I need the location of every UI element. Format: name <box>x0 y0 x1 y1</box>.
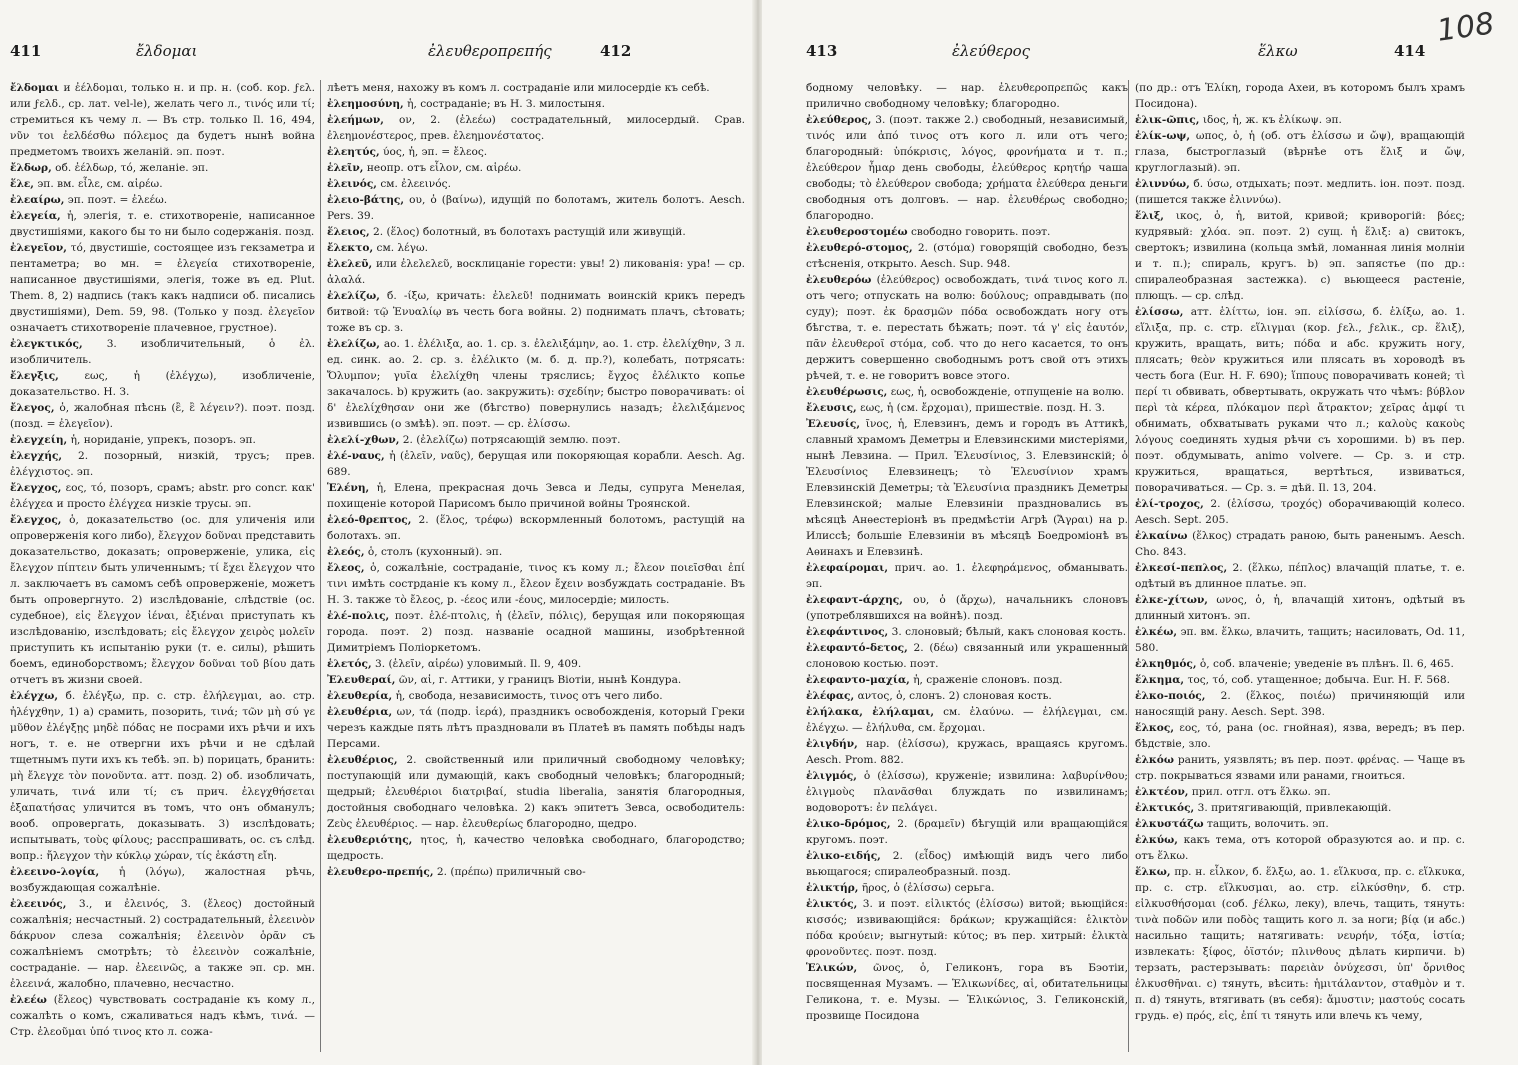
dictionary-entry <box>327 560 745 608</box>
entry-definition: ωπος, ὁ, ἡ (об. отъ ἑλίσσω и ὤψ), вращающій глаза, быстроглазый (вѣрнѣе отъ ἕλιξ и ὤψ, круглоглазый). эп. <box>1135 130 1465 174</box>
entry-headword: ἑλκυστάζω <box>1135 818 1204 830</box>
dictionary-entry <box>1135 528 1465 560</box>
entry-headword: ἑλκο-ποιός, <box>1135 690 1206 702</box>
dictionary-entry <box>1135 80 1465 112</box>
entry-definition: лѣетъ меня, нахожу въ комъ л. состраданіе или милосердіе къ себѣ. <box>327 82 710 94</box>
entry-headword: ἑλικτήρ, <box>806 882 859 894</box>
page-number: 412 <box>600 42 632 60</box>
dictionary-entry <box>806 816 1128 848</box>
entry-definition: 2. (ἑλίσσω, τροχός) оборачивающій колесо. Aesch. Sept. 205. <box>1135 498 1465 526</box>
entry-definition: εως, ἡ, освобожденіе, отпущеніе на волю. <box>890 386 1125 398</box>
entry-headword: ἐλελίζω, <box>327 290 380 302</box>
dictionary-entry <box>1135 832 1465 864</box>
dictionary-entry <box>806 560 1128 592</box>
entry-headword: ἕλκημα, <box>1135 674 1185 686</box>
dictionary-entry <box>806 960 1128 1024</box>
entry-headword: ἐλεημοσύνη, <box>327 98 404 110</box>
entry-definition: эп. поэт. = ἐλεέω. <box>67 194 168 206</box>
entry-definition: ἡ, элегія, т. е. стихотвореніе, написанное двустишіями, какого бы то ни было содержанія. позд. <box>10 210 315 238</box>
entry-headword: ἑλικ-ῶπις, <box>1135 114 1200 126</box>
dictionary-entry <box>1135 304 1465 496</box>
entry-headword: ἔλδομαι <box>10 82 60 94</box>
entry-definition: тащить, волочить. эп. <box>1207 818 1329 830</box>
entry-definition: ὁ, соб. влаченіе; уведеніе въ плѣнъ. Il. 6, 465. <box>1199 658 1454 670</box>
entry-definition: свободно говорить. поэт. <box>910 226 1051 238</box>
entry-headword: Ἑλικών, <box>806 962 858 974</box>
dictionary-entry <box>806 80 1128 112</box>
entry-headword: ἔλδωρ, <box>10 162 52 174</box>
dictionary-entry <box>1135 816 1465 832</box>
entry-headword: ἑλκέω, <box>1135 626 1178 638</box>
entry-headword: ἐλεγχής, <box>10 450 63 462</box>
dictionary-entry <box>10 336 315 368</box>
dictionary-entry <box>806 768 1128 816</box>
entry-definition: ου, ὁ (ἄρχω), начальникъ слоновъ (употреблявшихся на войнѣ). позд. <box>806 594 1128 622</box>
entry-headword: ἐλευθερία, <box>327 690 393 702</box>
handwritten-page-number: 108 <box>1434 6 1497 49</box>
entry-headword: ἑλκηθμός, <box>1135 658 1197 670</box>
entry-headword: ἑλεῖν, <box>327 162 364 174</box>
dictionary-entry <box>806 688 1128 704</box>
entry-definition: см. ἐλαύνω. — ἐλήλεγμαι, см. ἐλέγχω. — ἐλήλυθα, см. ἔρχομαι. <box>806 706 1128 734</box>
entry-headword: ἑλετός, <box>327 658 372 670</box>
dictionary-entry <box>10 992 315 1040</box>
entry-headword: ἑλιννύω, <box>1135 178 1190 190</box>
entry-headword: Ἑλένη, <box>327 482 370 494</box>
entry-headword: ἔλεγξις, <box>10 370 59 382</box>
entry-headword: ἕλιξ, <box>1135 210 1164 222</box>
dictionary-column <box>1128 80 1465 1052</box>
dictionary-entry <box>806 848 1128 880</box>
entry-definition: ὁ, сожалѣніе, состраданіе, τινος къ кому л.; ἔλεον ποιεῖσθαι ἐπί τινι имѣть сострданіе къ кому л., ἔλεον ἔχειν возбуждать состраданіе. Въ Н. З. также τὸ ἔλεος, р. -έεος или -έους, милосердіе; милость. <box>327 562 745 606</box>
entry-headword: ἔλευσις, <box>806 402 857 414</box>
entry-headword: ἕλειος, <box>327 226 370 238</box>
entry-definition: 2. (δέω) связанный или украшенный слоновою костью. поэт. <box>806 642 1128 670</box>
entry-definition: 2. (δραμεῖν) бѣгущій или вращающійся кругомъ. поэт. <box>806 818 1128 846</box>
entry-definition: б. ἐλέγξω, пр. с. стр. ἐλήλεγμαι, ао. стр. ἠλέγχθην, 1) а) срамить, позорить, τινά; τῶν μὴ σύ γε μῦθον ἐλέγξῃς μηδὲ πόδας не посрами ихъ рѣчи и ихъ ногъ, т. е. не отвергни ихъ рѣчи и не сдѣлай тщетнымъ пути ихъ къ тебѣ. эп. b) порицать, бранить: μὴ ἔλεγχε τὸν πονοῦντα. атт. позд. 2) об. изобличать, уличать, τινά или τί; съ прич. ἐλεγχθήσεται ἐξαπατήσας уличится въ томъ, что онъ обманулъ; вооб. опровергать, доказывать. 3) изслѣдовать; испытывать, τοὺς φίλους; расспрашивать, ос. съ слѣд. вопр.: ἤλεγχον τὴν κύκλῳ χώραν, τίς ἑκάστη εἴη. <box>10 690 315 862</box>
right-page-header <box>762 42 1518 66</box>
left-page <box>0 0 754 1065</box>
dictionary-entry <box>1135 800 1465 816</box>
dictionary-entry <box>327 864 745 880</box>
entry-definition: ῶν, αἱ, г. Аттики, у границъ Віотіи, нынѣ Кондура. <box>398 674 682 686</box>
entry-headword: ἐλευθερό-στομος, <box>806 242 913 254</box>
entry-headword: ἑλίκ-ωψ, <box>1135 130 1191 142</box>
entry-headword: ἐλευθεροστομέω <box>806 226 908 238</box>
entry-headword: ἐλεαίρω, <box>10 194 65 206</box>
dictionary-entry <box>327 144 745 160</box>
dictionary-entry <box>10 208 315 240</box>
entry-headword: ἑλκε-χίτων, <box>1135 594 1208 606</box>
entry-headword: ἐλεέω <box>10 994 47 1006</box>
dictionary-entry <box>806 240 1128 272</box>
dictionary-entry <box>1135 784 1465 800</box>
entry-definition: αντος, ὁ, слонъ. 2) слоновая кость. <box>857 690 1052 702</box>
entry-headword: ἐλεγεῖον, <box>10 242 67 254</box>
entry-definition: 3. (ἑλεῖν, αἱρέω) уловимый. Il. 9, 409. <box>375 658 582 670</box>
dictionary-entry <box>1135 592 1465 624</box>
header-word: ἔλδομαι <box>136 42 198 60</box>
entry-definition: ὁ, жалобная пѣснь (ἒ, ἒ λέγειν?). поэт. позд. (позд. = ἐλεγεῖον). <box>10 402 315 430</box>
entry-definition: (ἔλεος) чувствовать состраданіе къ кому л., сожалѣть о комъ, сжаливаться надъ кѣмъ, τινά. — Стр. ἐλεοῦμαι ὑπό τινος кто л. сожа- <box>10 994 315 1038</box>
dictionary-entry <box>806 736 1128 768</box>
entry-definition: поэт. ἑλέ-πτολις, ἡ (ἑλεῖν, πόλις), берущая или покоряющая города. поэт. 2) позд. названіе осадной машины, изобрѣтенной Димитріемъ Поліоркетомъ. <box>327 610 745 654</box>
header-word: ἐλευθεροπρεπής <box>428 42 552 60</box>
entry-definition: 2. (ἕλος, τρέφω) вскормленный болотомъ, растущій на болотахъ. эп. <box>327 514 745 542</box>
dictionary-entry <box>1135 128 1465 176</box>
entry-definition: 3. (поэт. также 2.) свободный, независимый, τινός или ἀπό τινος отъ кого л. или отъ чего; благородный: ὑπόκρισις, λόγος, φρονήματα и т. п.; ἐλεύθερον ἦμαρ день свободы, ἐλεύθερος κρητήρ чаша свободы; τὸ ἐλεύθερον свобода; χρήματα ἐλεύθερα деньги свободныя отъ долговъ. — нар. ἐλευθέρως свободно; благородно. <box>806 114 1128 222</box>
entry-headword: ἐλεεινός, <box>10 898 67 910</box>
entry-definition: ἡ (λόγω), жалостная рѣчь, возбуждающая сожалѣніе. <box>10 866 315 894</box>
entry-definition: ου, ὁ (βαίνω), идущій по болотамъ, житель болотъ. Aesch. Pers. 39. <box>327 194 745 222</box>
dictionary-entry <box>327 256 745 288</box>
entry-headword: ἔλεος, <box>327 562 365 574</box>
entry-definition: ικος, ὁ, ἡ, витой, кривой; криворогій: βόες; кудрявый: χλόα. эп. поэт. 2) сущ. ἡ ἕλιξ: а) свитокъ, свертокъ; извилина (кольца змѣй, ломанная линія молніи и т. п.); спираль, кругъ. b) эп. запястье (по др.: спиралеобразная застежка). c) вьющееся растеніе, плющъ. — ср. слѣд. <box>1135 210 1465 302</box>
dictionary-entry <box>806 624 1128 640</box>
dictionary-entry <box>10 192 315 208</box>
dictionary-column <box>320 80 745 1052</box>
dictionary-entry <box>1135 864 1465 1024</box>
entry-headword: ἑλκτικός, <box>1135 802 1195 814</box>
dictionary-entry <box>327 176 745 192</box>
dictionary-entry <box>327 336 745 432</box>
entry-definition: εος, τό, позоръ, срамъ; abstr. pro concr. κακ' ἐλέγχεα и просто ἐλέγχεα низкіе трусы. эп. <box>10 482 315 510</box>
entry-definition: пр. н. εἷλκον, б. ἕλξω, ао. 1. εἵλκυσα, пр. с. εἵλκυκα, пр. с. стр. εἵλκυσμαι, ао. стр. εἱλκύσθην, б. стр. εἱλκυσθήσομαι (соб. ϝέλκω, лекy), влечь, тащить, тянуть: τινὰ ποδῶν или ποδὸς тащить кого л. за ноги; βίᾳ (и абс.) насильно тащить; натягивать: νευρήν, τόξα, ἱστία; извлекать: ξίφος, ὀϊστόν; πλινθους дѣлать кирпичи. b) терзать, растерзывать: παρειὰν ὀνύχεσσι, ὑπ' ὄρνιθος ἑλκυσθῆναι. c) тянуть, вѣсить: ἡμιτάλαντον, σταθμὸν и т. п. d) тянуть, втягивать (въ себя): ἄμυστιν; μαστούς сосать грудь. e) πρός, εἰς, ἐπί τι тянуть или влечь къ чему, <box>1135 866 1465 1022</box>
dictionary-entry <box>1135 496 1465 528</box>
entry-headword: ἐλεφάντινος, <box>806 626 889 638</box>
entry-headword: ἐλεγκτικός, <box>10 338 83 350</box>
header-word: ἐλεύθερος <box>952 42 1031 60</box>
entry-headword: ἑλικτός, <box>806 898 858 910</box>
dictionary-entry <box>1135 208 1465 304</box>
dictionary-entry <box>327 752 745 832</box>
dictionary-entry <box>327 224 745 240</box>
entry-definition: ύος, ἡ, эп. = ἔλεος. <box>383 146 488 158</box>
dictionary-entry <box>10 80 315 160</box>
entry-definition: 2. (στόμα) говорящій свободно, безъ стѣсненія, открыто. Aesch. Sup. 948. <box>806 242 1128 270</box>
dictionary-entry <box>327 480 745 512</box>
entry-definition: бодному человѣку. — нар. ἐλευθεροπρεπῶς какъ прилично свободному человѣку; благородно. <box>806 82 1128 110</box>
dictionary-entry <box>806 400 1128 416</box>
entry-headword: ἐλεινός, <box>327 178 377 190</box>
page-number: 411 <box>10 42 42 60</box>
entry-definition: прич. ао. 1. ἐλεφηράμενος, обманывать. эп. <box>806 562 1128 590</box>
dictionary-entry <box>1135 720 1465 752</box>
dictionary-entry <box>327 192 745 224</box>
entry-definition: 3. и поэт. εἱλικτός (ἑλίσσω) витой; вьющійся: κισσός; извивающійся: δράκων; кружащійся: ἑλικτὸν πόδα κρούειν; выгнутый: κύτος; въ пер. хитрый: ἑλικτὰ φρονοῦντες. поэт. позд. <box>806 898 1128 958</box>
dictionary-entry <box>806 640 1128 672</box>
dictionary-entry <box>10 400 315 432</box>
entry-headword: ἐλήλακα, ἐλήλαμαι, <box>806 706 935 718</box>
entry-definition: ιδος, ἡ, ж. къ ἑλίκωψ. эп. <box>1202 114 1342 126</box>
entry-definition: какъ тема, отъ которой образуются ао. и пр. с. отъ ἕλκω. <box>1135 834 1465 862</box>
entry-definition: ἡ, сраженіе слоновъ. позд. <box>913 674 1063 686</box>
entry-headword: ἔλεγχος, <box>10 482 62 494</box>
entry-definition: εος, τό, рана (ос. гнойная), язва, вередъ; въ пер. бѣдствіе, зло. <box>1135 722 1465 750</box>
dictionary-entry <box>327 288 745 336</box>
dictionary-entry <box>10 368 315 400</box>
entry-headword: ἐλεγεία, <box>10 210 61 222</box>
entry-headword: ἑλέ-ναυς, <box>327 450 385 462</box>
dictionary-entry <box>1135 752 1465 784</box>
entry-definition: атт. ἑλίττω, іон. эп. εἱλίσσω, б. ἑλίξω, ао. 1. εἵλιξα, пр. с. стр. εἵλιγμαι (кор. ϝελ., ϝελικ., ср. ἕλιξ), кружить, вращать, вить; πόδα и абс. кружить ногу, плясать; θεὸν кружиться или плясать въ хороводѣ въ честь бога (Eur. H. F. 690); ἵππους поворачивать коней; τὶ περί τι обвивать, обвертывать, окружать что чѣмъ: βύβλον περὶ τὰ κέρεα, πλόκαμον περὶ ἄτρακτον; χεῖρας ἀμφί τι обнимать, обхватывать руками что л.; καλοὺς κακοὺς λόγους соединять худыя рѣчи съ хорошими. b) въ пер. поэт. обдумывать, animo volvere. — Ср. з. и стр. кружиться, вращаться, вертѣться, извиваться, поворачиваться. — Ср. з. = дѣй. Il. 13, 204. <box>1135 306 1465 494</box>
entry-definition: 3. изобличительный, ὁ ἐλ. изобличитель. <box>10 338 315 366</box>
entry-headword: ἐλεφαίρομαι, <box>806 562 889 574</box>
entry-definition: 3., и ἐλεινός, 3. (ἔλεος) достойный сожалѣнія; несчастный. 2) сострадательный, ἐλεεινὸν δάκρυον слеза сожалѣнія; ἐλεεινὸν ὁρᾶν съ сожалѣніемъ смотрѣть; τὸ ἐλεεινὸν сожалѣніе, состраданіе. — нар. ἐλεεινῶς, а также эп. ср. мн. ἐλεεινά, жалобно, плачевно, несчастно. <box>10 898 315 990</box>
entry-definition: 2. позорный, низкій, трусъ; прев. ἐλέγχιστος. эп. <box>10 450 315 478</box>
entry-definition: 3. слоновый; бѣлый, какъ слоновая кость. <box>891 626 1127 638</box>
entry-headword: ἕλκω, <box>1135 866 1171 878</box>
dictionary-entry <box>327 704 745 752</box>
entry-definition: неопр. отъ εἷλον, см. αἱρέω. <box>366 162 522 174</box>
dictionary-entry <box>327 432 745 448</box>
entry-headword: ἐλεητύς, <box>327 146 380 158</box>
entry-headword: ἐλεύθερος, <box>806 114 872 126</box>
dictionary-entry <box>327 656 745 672</box>
entry-headword: ἐλευθερόω <box>806 274 872 286</box>
entry-definition: ῖνος, ἡ, Елевзинъ, демъ и городъ въ Аттикѣ, славный храмомъ Деметры и Елевзинскими мистеріями, нынѣ Левзина. — Прил. Ἐλευσίνιος, 3. Елевзинскій; ὁ Ἐλευσίνιος Елевзинецъ; τὸ Ἐλευσίνιον храмъ Елевзинскій Деметры; τὰ Ἐλευσίνια праздникъ Деметры Елевзинской; малые Елевзиніи праздновались въ мѣсяцѣ Анѳестеріонѣ въ предмѣстіи Агрѣ (Ἄγραι) на р. Илиссѣ; большіе Елевзиніи въ мѣсяцѣ Боедроміонѣ въ Аѳинахъ и Елевзинѣ. <box>806 418 1128 558</box>
entry-definition: ὁ, доказательство (ос. для уличенія или опроверженія кого либо), ἔλεγχον δοῦναι представить доказательство, доказать; опроверженіе, улика, εἰς ἔλεγχον πίπτειν быть уличеннымъ; τί ἔχει ἔλεγχον что л. заключаетъ въ самомъ себѣ опроверженіе, можетъ быть опровергнуто. 2) изслѣдованіе, слѣдствіе (ос. судебное), εἰς ἔλεγχον ἰέναι, ἐξιέναι приступать къ изслѣдованію, изслѣдовать; εἰς ἔλεγχον χειρὸς μολεῖν приступить къ испытанію руки (т. е. силы), рѣшить боемъ, единоборствомъ; ἔλεγχον δοῦναι τοῦ βίου дать отчетъ въ жизни своей. <box>10 514 315 686</box>
entry-headword: ἕλκος, <box>1135 722 1175 734</box>
entry-headword: ἐλελεῦ, <box>327 258 373 270</box>
entry-headword: ἐλελίζω, <box>327 338 380 350</box>
entry-headword: ἔλεκτο, <box>327 242 374 254</box>
entry-headword: Ἐλευσίς, <box>806 418 861 430</box>
entry-definition: и ἐέλδομαι, только н. и пр. н. (соб. кор. ϝελ. или ϝελδ., ср. лат. vel-le), желать чего л., τινός или τί; стремиться къ чему л. — Въ стр. только Il. 16, 494, νῦν τοι ἐελδέσθω πόλεμος да будетъ нынѣ война предметомъ твоихъ желаній. эп. поэт. <box>10 82 315 158</box>
entry-headword: ἐλευθέρωσις, <box>806 386 888 398</box>
dictionary-entry <box>806 880 1128 896</box>
dictionary-entry <box>806 704 1128 736</box>
dictionary-column <box>806 80 1128 1052</box>
entry-definition: эп. вм. ἕλκω, влачить, тащить; насиловать, Od. 11, 580. <box>1135 626 1465 654</box>
page-number: 413 <box>806 42 838 60</box>
right-page <box>762 0 1518 1065</box>
dictionary-entry <box>806 384 1128 400</box>
entry-headword: ἑλιγμός, <box>806 770 857 782</box>
entry-definition: ὁ (ἑλίσσω), круженіе; извилина: λαβυρίνθου; ἑλιγμοὺς πλανᾶσθαι блуждать по извилинамъ; водоворотъ: ἐν πελάγει. <box>806 770 1128 814</box>
dictionary-entry <box>806 592 1128 624</box>
entry-definition: 2. (εἶδος) имѣющій видъ чего либо вьющагося; спиралеобразный. позд. <box>806 850 1128 878</box>
dictionary-entry <box>327 608 745 656</box>
dictionary-entry <box>10 688 315 864</box>
entry-headword: ἑλίσσω, <box>1135 306 1184 318</box>
dictionary-entry <box>1135 672 1465 688</box>
entry-definition: εως, ἡ (см. ἔρχομαι), пришествіе. позд. Н. З. <box>860 402 1106 414</box>
entry-definition: (по др.: отъ Ἑλίκη, города Ахеи, въ которомъ былъ храмъ Посидона). <box>1135 82 1465 110</box>
dictionary-entry <box>10 160 315 176</box>
entry-definition: нар. (ἑλίσσω), кружась, вращаясь кругомъ. Aesch. Prom. 882. <box>806 738 1128 766</box>
dictionary-entry <box>1135 656 1465 672</box>
entry-headword: ἑλκεσί-πεπλος, <box>1135 562 1228 574</box>
dictionary-entry <box>10 864 315 896</box>
entry-definition: ῆρος, ὁ (ἑλίσσω) серьга. <box>861 882 995 894</box>
entry-definition: ων, τά (подр. ἱερά), праздникъ освобожденія, который Греки черезъ каждые пять лѣтъ праздновали въ Платеѣ въ память побѣды надъ Персами. <box>327 706 745 750</box>
entry-headword: ἐλέγχω, <box>10 690 59 702</box>
entry-definition: 2. (ἐλελίζω) потрясающій землю. поэт. <box>402 434 621 446</box>
entry-definition: 2. (πρέπω) приличный сво- <box>436 866 586 878</box>
entry-headword: ἔλεγχος, <box>10 514 62 526</box>
entry-definition: τος, τό, соб. утащенное; добыча. Eur. H. F. 568. <box>1187 674 1450 686</box>
entry-definition: (ἐλεύθερος) освобождать, τινά τινος кого л. отъ чего; отпускать на волю: δούλους; оправдывать (по суду); поэт. ἐκ δρασμῶν πόδα освобождать ногу отъ бѣгства, т. е. перестать бѣжать; поэт. τά γ' εἰς ἑαυτόν, πᾶν ἐλευθεροῖ στόμα, соб. что до него касается, то онъ держитъ совершенно свободнымъ ротъ свой отъ этихъ рѣчей, т. е. не говоритъ вовсе этого. <box>806 274 1128 382</box>
entry-headword: ἐλεεινο-λογία, <box>10 866 100 878</box>
entry-definition: εως, ἡ (ἐλέγχω), изобличеніе, доказательство. Н. З. <box>10 370 315 398</box>
entry-headword: ἐλεός, <box>327 546 365 558</box>
dictionary-entry <box>10 240 315 336</box>
entry-headword: ἐλευθέριος, <box>327 754 398 766</box>
dictionary-entry <box>1135 560 1465 592</box>
entry-headword: ἑλκύω, <box>1135 834 1178 846</box>
dictionary-entry <box>10 512 315 688</box>
dictionary-entry <box>327 96 745 112</box>
dictionary-entry <box>327 512 745 544</box>
entry-headword: ἐλέφας, <box>806 690 855 702</box>
entry-definition: ῶνος, ὁ, Геликонъ, гора въ Бэотіи, посвященная Музамъ. — Ἑλικωνίδες, αἱ, обитательницы Геликона, т. е. Музы. — Ἑλικώνιος, <box>806 962 1128 1006</box>
dictionary-entry <box>10 480 315 512</box>
dictionary-entry <box>806 672 1128 688</box>
entry-headword: ἐλεφαντο-μαχία, <box>806 674 910 686</box>
entry-headword: ἑλκόω <box>1135 754 1174 766</box>
entry-definition: ао. 1. ἐλέλιξα, ао. 1. ср. з. ἐλελιξάμην, ао. 1. стр. ἐλελίχθην, 3 л. ед. синк. ао. 2. ср. з. ἐλέλικτο (м. б. д. пр.?), колебать, потрясать: Ὄλυμπον; γυῖα ἐλελίχθη члены тряслись; ἔγχος ἐλέλικτο копье закачалось. b) кружить (ао. закружить): σχεδίην; быстро поворачивать: οἱ δ' ἐλελίχθησαν они же (бѣгство) повернулись назадъ; ἐλελιξάμενος извившись (о змѣѣ). эп. поэт. — ср. ἑλίσσω. <box>327 338 745 430</box>
dictionary-entry <box>806 416 1128 560</box>
entry-headword: ἐλεγχείη, <box>10 434 68 446</box>
entry-definition-tail: 3. Геликонскій, прозвище Посидона <box>806 994 1128 1022</box>
entry-headword: ἑλειο-βάτης, <box>327 194 405 206</box>
dictionary-entry <box>1135 624 1465 656</box>
dictionary-entry <box>10 432 315 448</box>
header-word: ἕλκω <box>1258 42 1298 60</box>
entry-definition: 2. (ἕλος) болотный, въ болотахъ растущій или живущій. <box>373 226 686 238</box>
dictionary-entry <box>327 240 745 256</box>
entry-definition: ἡ, Елена, прекрасная дочь Зевса и Леды, супруга Менелая, похищеніе которой Парисомъ было причиной войны Троянской. <box>327 482 745 510</box>
entry-definition: ἡ, свобода, независимость, τινος отъ чего либо. <box>395 690 663 702</box>
entry-definition: об. ἐέλδωρ, τό, желаніе. эп. <box>55 162 209 174</box>
dictionary-entry <box>327 672 745 688</box>
entry-definition: б. ύσω, отдыхать; поэт. медлить. іон. поэт. позд. (пишется также ἐλιννύω). <box>1135 178 1465 206</box>
entry-headword: ἑλέ-πολις, <box>327 610 390 622</box>
dictionary-entry <box>10 896 315 992</box>
dictionary-entry <box>327 832 745 864</box>
dictionary-entry <box>806 224 1128 240</box>
entry-headword: ἕλε, <box>10 178 34 190</box>
entry-headword: ἑλκαίνω <box>1135 530 1188 542</box>
page-number: 414 <box>1394 42 1426 60</box>
dictionary-entry <box>806 112 1128 224</box>
dictionary-entry <box>1135 176 1465 208</box>
entry-definition: ἡ (ἑλεῖν, ναῦς), берущая или покоряющая корабли. Aesch. Ag. 689. <box>327 450 745 478</box>
dictionary-entry <box>327 112 745 144</box>
entry-headword: ἐλεφαντό-δετος, <box>806 642 908 654</box>
entry-definition: ον, 2. (ἐλεέω) сострадательный, милосердый. Срав. ἐλεημονέστερος, прев. ἐλεημονέστατος. <box>327 114 745 142</box>
entry-definition: ητος, ἡ, качество человѣка свободнаго, благородство; щедрость. <box>327 834 745 862</box>
dictionary-entry <box>1135 112 1465 128</box>
entry-definition: 3. притягивающій, привлекающій. <box>1197 802 1392 814</box>
entry-headword: ἐλευθέρια, <box>327 706 393 718</box>
entry-definition: эп. вм. εἷλε, см. αἱρέω. <box>37 178 163 190</box>
entry-definition: см. ἐλεεινός. <box>380 178 451 190</box>
entry-definition: ἡ, состраданіе; въ Н. З. милостыня. <box>407 98 606 110</box>
entry-headword: ἐλεφαντ-άρχης, <box>806 594 903 606</box>
entry-headword: ἑλεό-θρεπτος, <box>327 514 412 526</box>
left-page-header <box>0 42 754 66</box>
entry-definition: см. λέγω. <box>376 242 428 254</box>
dictionary-entry <box>327 80 745 96</box>
entry-definition: или ἐλελελεῦ, восклицаніе горести: увы! 2) ликованія: ура! — ср. ἀλαλά. <box>327 258 745 286</box>
entry-definition: 2. (ἕλκω, πέπλος) влачащій платье, т. е. одѣтый въ длинное платье. эп. <box>1135 562 1465 590</box>
dictionary-entry <box>10 176 315 192</box>
dictionary-column <box>10 80 315 1052</box>
entry-headword: ἑλκτέον, <box>1135 786 1189 798</box>
dictionary-entry <box>1135 688 1465 720</box>
entry-headword: ἐλιγδήν, <box>806 738 858 750</box>
entry-definition: ранить, уязвлять; въ пер. поэт. φρένας. — Чаще въ стр. покрываться язвами или ранами, гноиться. <box>1135 754 1465 782</box>
dictionary-entry <box>327 160 745 176</box>
entry-headword: ἐλευθεριότης, <box>327 834 413 846</box>
entry-headword: ἐλευθερο-πρεπής, <box>327 866 434 878</box>
dictionary-entry <box>327 688 745 704</box>
entry-definition: τό, двустишіе, состоящее изъ гекзаметра и пентаметра; во мн. = ἐλεγεία стихотвореніе, написанное двустишіями, элегія, тоже въ ед. Plut. Them. 8, 2) надпись (такъ какъ надписи об. писались двустишіями), Dem. 59, 98. (Только у позд. ἐλεγεῖον означаетъ стихотвореніе плачевное, грустное). <box>10 242 315 334</box>
entry-headword: ἐλελί-χθων, <box>327 434 400 446</box>
entry-headword: ἑλικο-ειδής, <box>806 850 881 862</box>
entry-definition: ὁ, столъ (кухонный). эп. <box>367 546 503 558</box>
dictionary-entry <box>327 544 745 560</box>
dictionary-entry <box>806 896 1128 960</box>
entry-definition: б. -ίξω, кричать: ἐλελεῦ! поднимать воинскій крикъ передъ битвой: τῷ Ἐνυαλίῳ въ честь бога войны. 2) поднимать плачъ, сѣтовать; тоже въ ср. з. <box>327 290 745 334</box>
entry-headword: ἔλεγος, <box>10 402 55 414</box>
entry-definition: ἡ, нориданіе, упрекъ, позоръ. эп. <box>70 434 256 446</box>
entry-definition: 2. (ἕλκος, ποιέω) причиняющій или наносящій рану. Aesch. Sept. 398. <box>1135 690 1465 718</box>
entry-definition: ωνος, ὁ, ἡ, влачащій хитонъ, одѣтый въ длинный хитонъ. эп. <box>1135 594 1465 622</box>
entry-definition: 2. свойственный или приличный свободному человѣку; поступающій или думающій, какъ свободный человѣкъ; благородный; щедрый; ἐλευθέριοι διατριβαί, studia liberalia, занятія благородныя, достойныя свободнаго человѣка. 2) какъ эпитетъ Зевса, освободитель: Ζεὺς ἐλευθέριος. — нар. ἐλευθερίως благородно, щедро. <box>327 754 745 830</box>
entry-definition: (ἕλκος) страдать раною, быть раненымъ. Aesch. Cho. 843. <box>1135 530 1465 558</box>
entry-headword: ἑλικο-δρόμος, <box>806 818 891 830</box>
dictionary-entry <box>806 272 1128 384</box>
entry-headword: ἑλί-τροχος, <box>1135 498 1204 510</box>
entry-definition: прил. отгл. отъ ἕλκω. эп. <box>1191 786 1331 798</box>
entry-headword: Ἐλευθεραί, <box>327 674 396 686</box>
dictionary-entry <box>10 448 315 480</box>
dictionary-entry <box>327 448 745 480</box>
entry-headword: ἐλεήμων, <box>327 114 384 126</box>
